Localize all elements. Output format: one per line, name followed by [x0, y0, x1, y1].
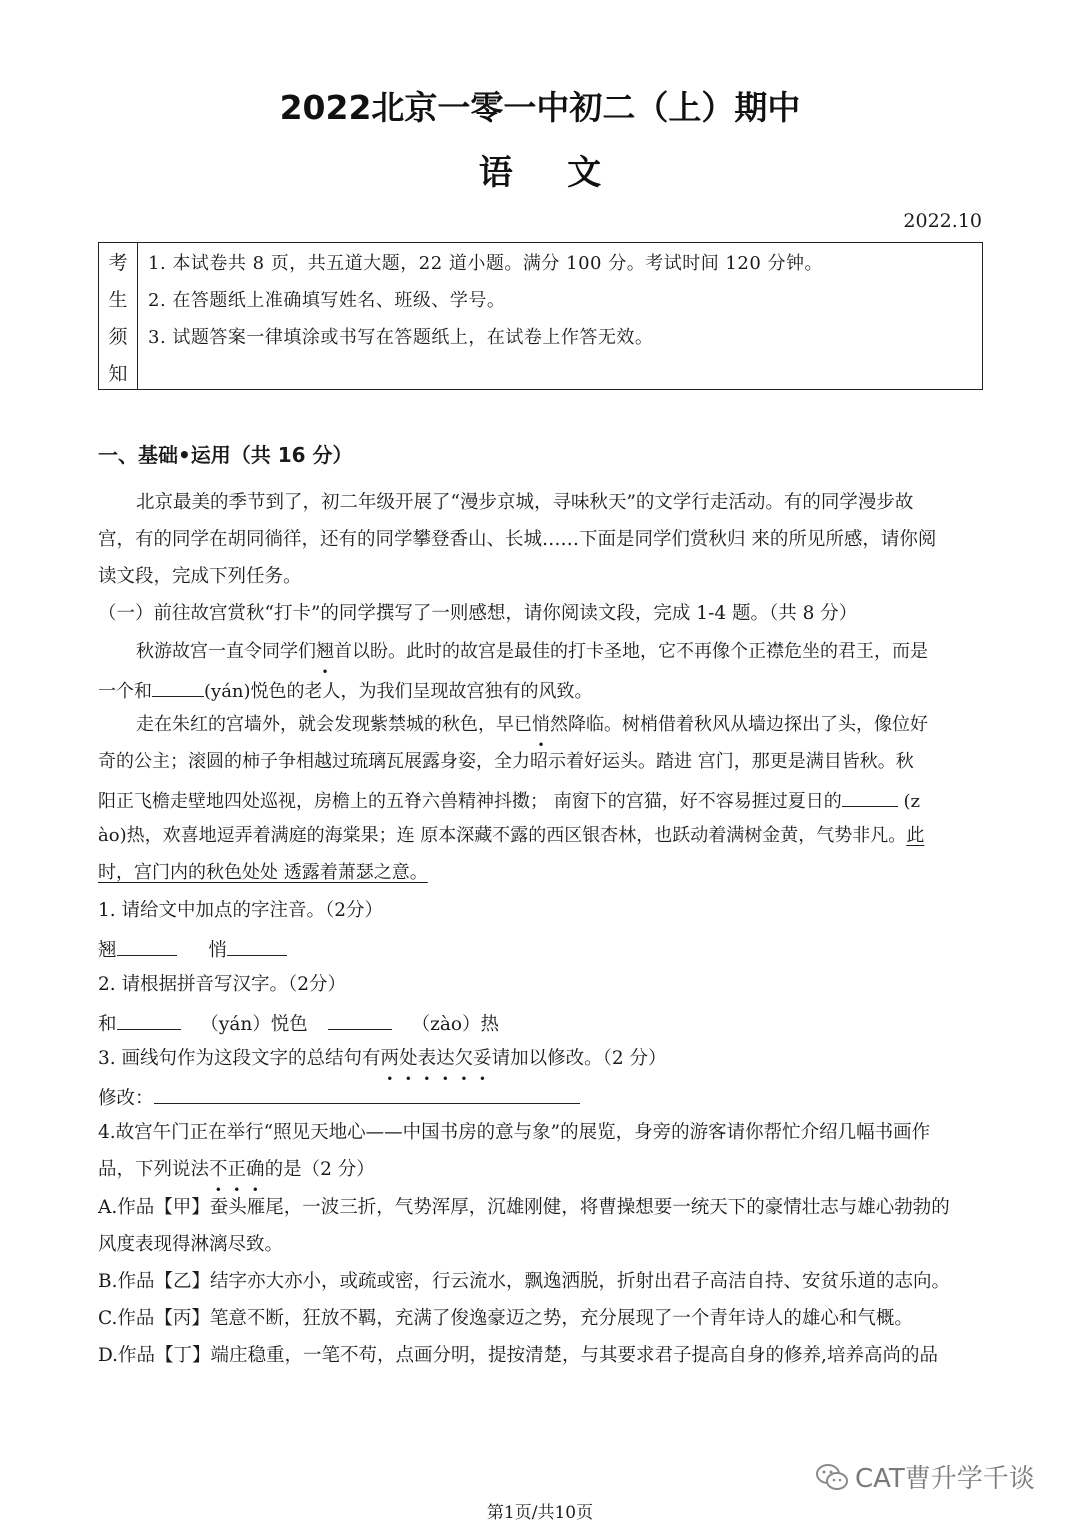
notice-label	[99, 243, 138, 389]
dotted-char: 不	[209, 1159, 228, 1180]
dotted-char: 达	[436, 1048, 455, 1069]
question-2-answers	[98, 1009, 499, 1038]
passage-line	[136, 712, 928, 738]
passage-line	[98, 676, 593, 705]
text-span: 和	[98, 1014, 117, 1035]
answer-blank[interactable]	[227, 935, 287, 956]
underlined-sentence: 此	[906, 825, 925, 846]
text-span: (yán)悦色的老人，为我们呈现故宫独有的风致。	[204, 681, 593, 702]
notice-item: 1. 本试卷共 8 页，共五道大题，22 道小题。满分 100 分。考试时间 120 分钟。	[148, 253, 824, 274]
text-span: 走在朱红的宫墙外，就会发现紫禁城的秋色，早已	[136, 714, 532, 735]
text-span: 然降临。树梢借着秋风从墙边探出了头，像位好	[550, 714, 928, 735]
notice-label-char: 生	[108, 289, 128, 311]
option-c: C.作品【丙】笔意不断，狂放不羁，充满了俊逸豪迈之势，充分展现了一个青年诗人的雄心和气概。	[98, 1308, 913, 1329]
notice-item: 3. 试题答案一律填涂或书写在答题纸上，在试卷上作答无效。	[148, 327, 654, 348]
watermark-text: CAT曹升学千谈	[855, 1464, 1035, 1494]
dotted-char: 妥	[473, 1048, 492, 1069]
watermark	[815, 1458, 1035, 1495]
notice-item: 2. 在答题纸上准确填写姓名、班级、学号。	[148, 290, 506, 311]
dotted-char: 两	[380, 1048, 400, 1069]
text-span: 品，下列说法	[98, 1159, 210, 1180]
notice-label-char: 须	[108, 326, 128, 348]
answer-blank[interactable]	[117, 935, 177, 956]
passage-line: 奇的公主；滚圆的柿子争相越过琉璃瓦展露身姿，全力昭示着好运头。踏进 宫门，那更是满目皆秋。秋	[98, 751, 914, 772]
text-span: 阳正飞檐走壁地四处巡视，房檐上的五脊六兽精神抖擞； 南窗下的宫猫，好不容易捱过夏日的	[98, 791, 842, 812]
dotted-phrase	[209, 1159, 265, 1180]
dotted-char: 正	[227, 1159, 247, 1180]
intro-line: 北京最美的季节到了，初二年级开展了“漫步京城，寻味秋天”的文学行走活动。有的同学漫步故	[136, 492, 914, 513]
exam-title: 2022北京一零一中初二（上）期中	[279, 88, 801, 127]
underlined-sentence: 时，宫门内的秋色处处 透露着萧瑟之意。	[98, 862, 428, 883]
intro-line: 宫，有的同学在胡同徜徉，还有的同学攀登香山、长城……下面是同学们赏秋归 来的所见所感，请你阅	[98, 529, 937, 550]
notice-label-char: 考	[108, 252, 128, 274]
option-a: A.作品【甲】蚕头雁尾，一波三折，气势浑厚，沉雄刚健，将曹操想要一统天下的豪情壮志与雄心勃勃的	[98, 1197, 950, 1218]
text-span: （zào）热	[411, 1014, 500, 1035]
text-span: (z	[897, 791, 920, 812]
dotted-char: 确	[246, 1159, 265, 1180]
dotted-char: 表	[417, 1048, 437, 1069]
question-4	[98, 1157, 375, 1183]
question-3-answer	[98, 1083, 580, 1112]
answer-blank[interactable]	[117, 1009, 181, 1030]
text-span: 首以盼。此时的故宫是最佳的打卡圣地，它不再像个正襟危坐的君王，而是	[334, 641, 928, 662]
text-span: ào)热，欢喜地逗弄着满庭的海棠果；连 原本深藏不露的西区银杏林，也跃动着满树金黄，气势非凡。	[98, 825, 907, 846]
text-span: 秋游故宫一直令同学们	[136, 641, 316, 662]
text-span: 修改：	[98, 1088, 154, 1109]
dotted-phrase	[381, 1048, 492, 1069]
text-span: 的是（2 分）	[264, 1159, 375, 1180]
dotted-char: 处	[399, 1048, 418, 1069]
fill-blank[interactable]	[152, 676, 204, 697]
text-span: （yán）悦色	[200, 1014, 308, 1035]
question-4: 4.故宫午门正在举行“照见天地心——中国书房的意与象”的展览，身旁的游客请你帮忙介绍几幅书画作	[98, 1122, 931, 1143]
text-span: 3. 画线句作为这段文字的总结句有	[98, 1048, 381, 1069]
option-a-cont: 风度表现得淋漓尽致。	[98, 1234, 284, 1255]
passage-line	[98, 786, 920, 815]
notice-items	[138, 243, 833, 389]
answer-blank[interactable]	[328, 1009, 392, 1030]
passage-line	[136, 639, 928, 665]
text-span: 请加以修改。（2 分）	[491, 1048, 667, 1069]
answer-blank[interactable]	[154, 1083, 580, 1104]
page-number: 第1页/共10页	[486, 1503, 594, 1523]
option-d: D.作品【丁】端庄稳重，一笔不苟，点画分明，提按清楚，与其要求君子提高自身的修养,培养高尚的品	[98, 1345, 938, 1366]
intro-line: 读文段，完成下列任务。	[98, 566, 302, 587]
text-span: 一个和	[98, 681, 152, 702]
subject-title: 语文	[478, 153, 656, 193]
question-2: 2. 请根据拼音写汉字。（2分）	[98, 974, 347, 995]
dotted-char: 悄	[532, 714, 550, 735]
dotted-char: 欠	[454, 1048, 474, 1069]
question-3	[98, 1046, 667, 1072]
passage-line	[98, 823, 924, 849]
question-1: 1. 请给文中加点的字注音。（2分）	[98, 900, 384, 921]
option-b: B.作品【乙】结字亦大亦小，或疏或密，行云流水，飘逸洒脱，折射出君子高洁自持、安贫乐道的志向。	[98, 1271, 950, 1292]
section-heading: 一、基础•运用（共 16 分）	[98, 443, 353, 467]
dotted-char: 翘	[316, 641, 334, 662]
exam-notice-box	[98, 242, 983, 390]
question-1-answers	[98, 935, 287, 964]
part-heading: （一）前往故宫赏秋“打卡”的同学撰写了一则感想，请你阅读文段，完成 1-4 题。（共 8 分）	[98, 603, 858, 624]
text-span: 悄	[208, 940, 227, 961]
fill-blank[interactable]	[842, 786, 898, 807]
text-span: 翘	[98, 940, 117, 961]
notice-label-char: 知	[108, 363, 128, 385]
exam-date: 2022.10	[903, 210, 982, 232]
wechat-icon	[815, 1462, 849, 1492]
